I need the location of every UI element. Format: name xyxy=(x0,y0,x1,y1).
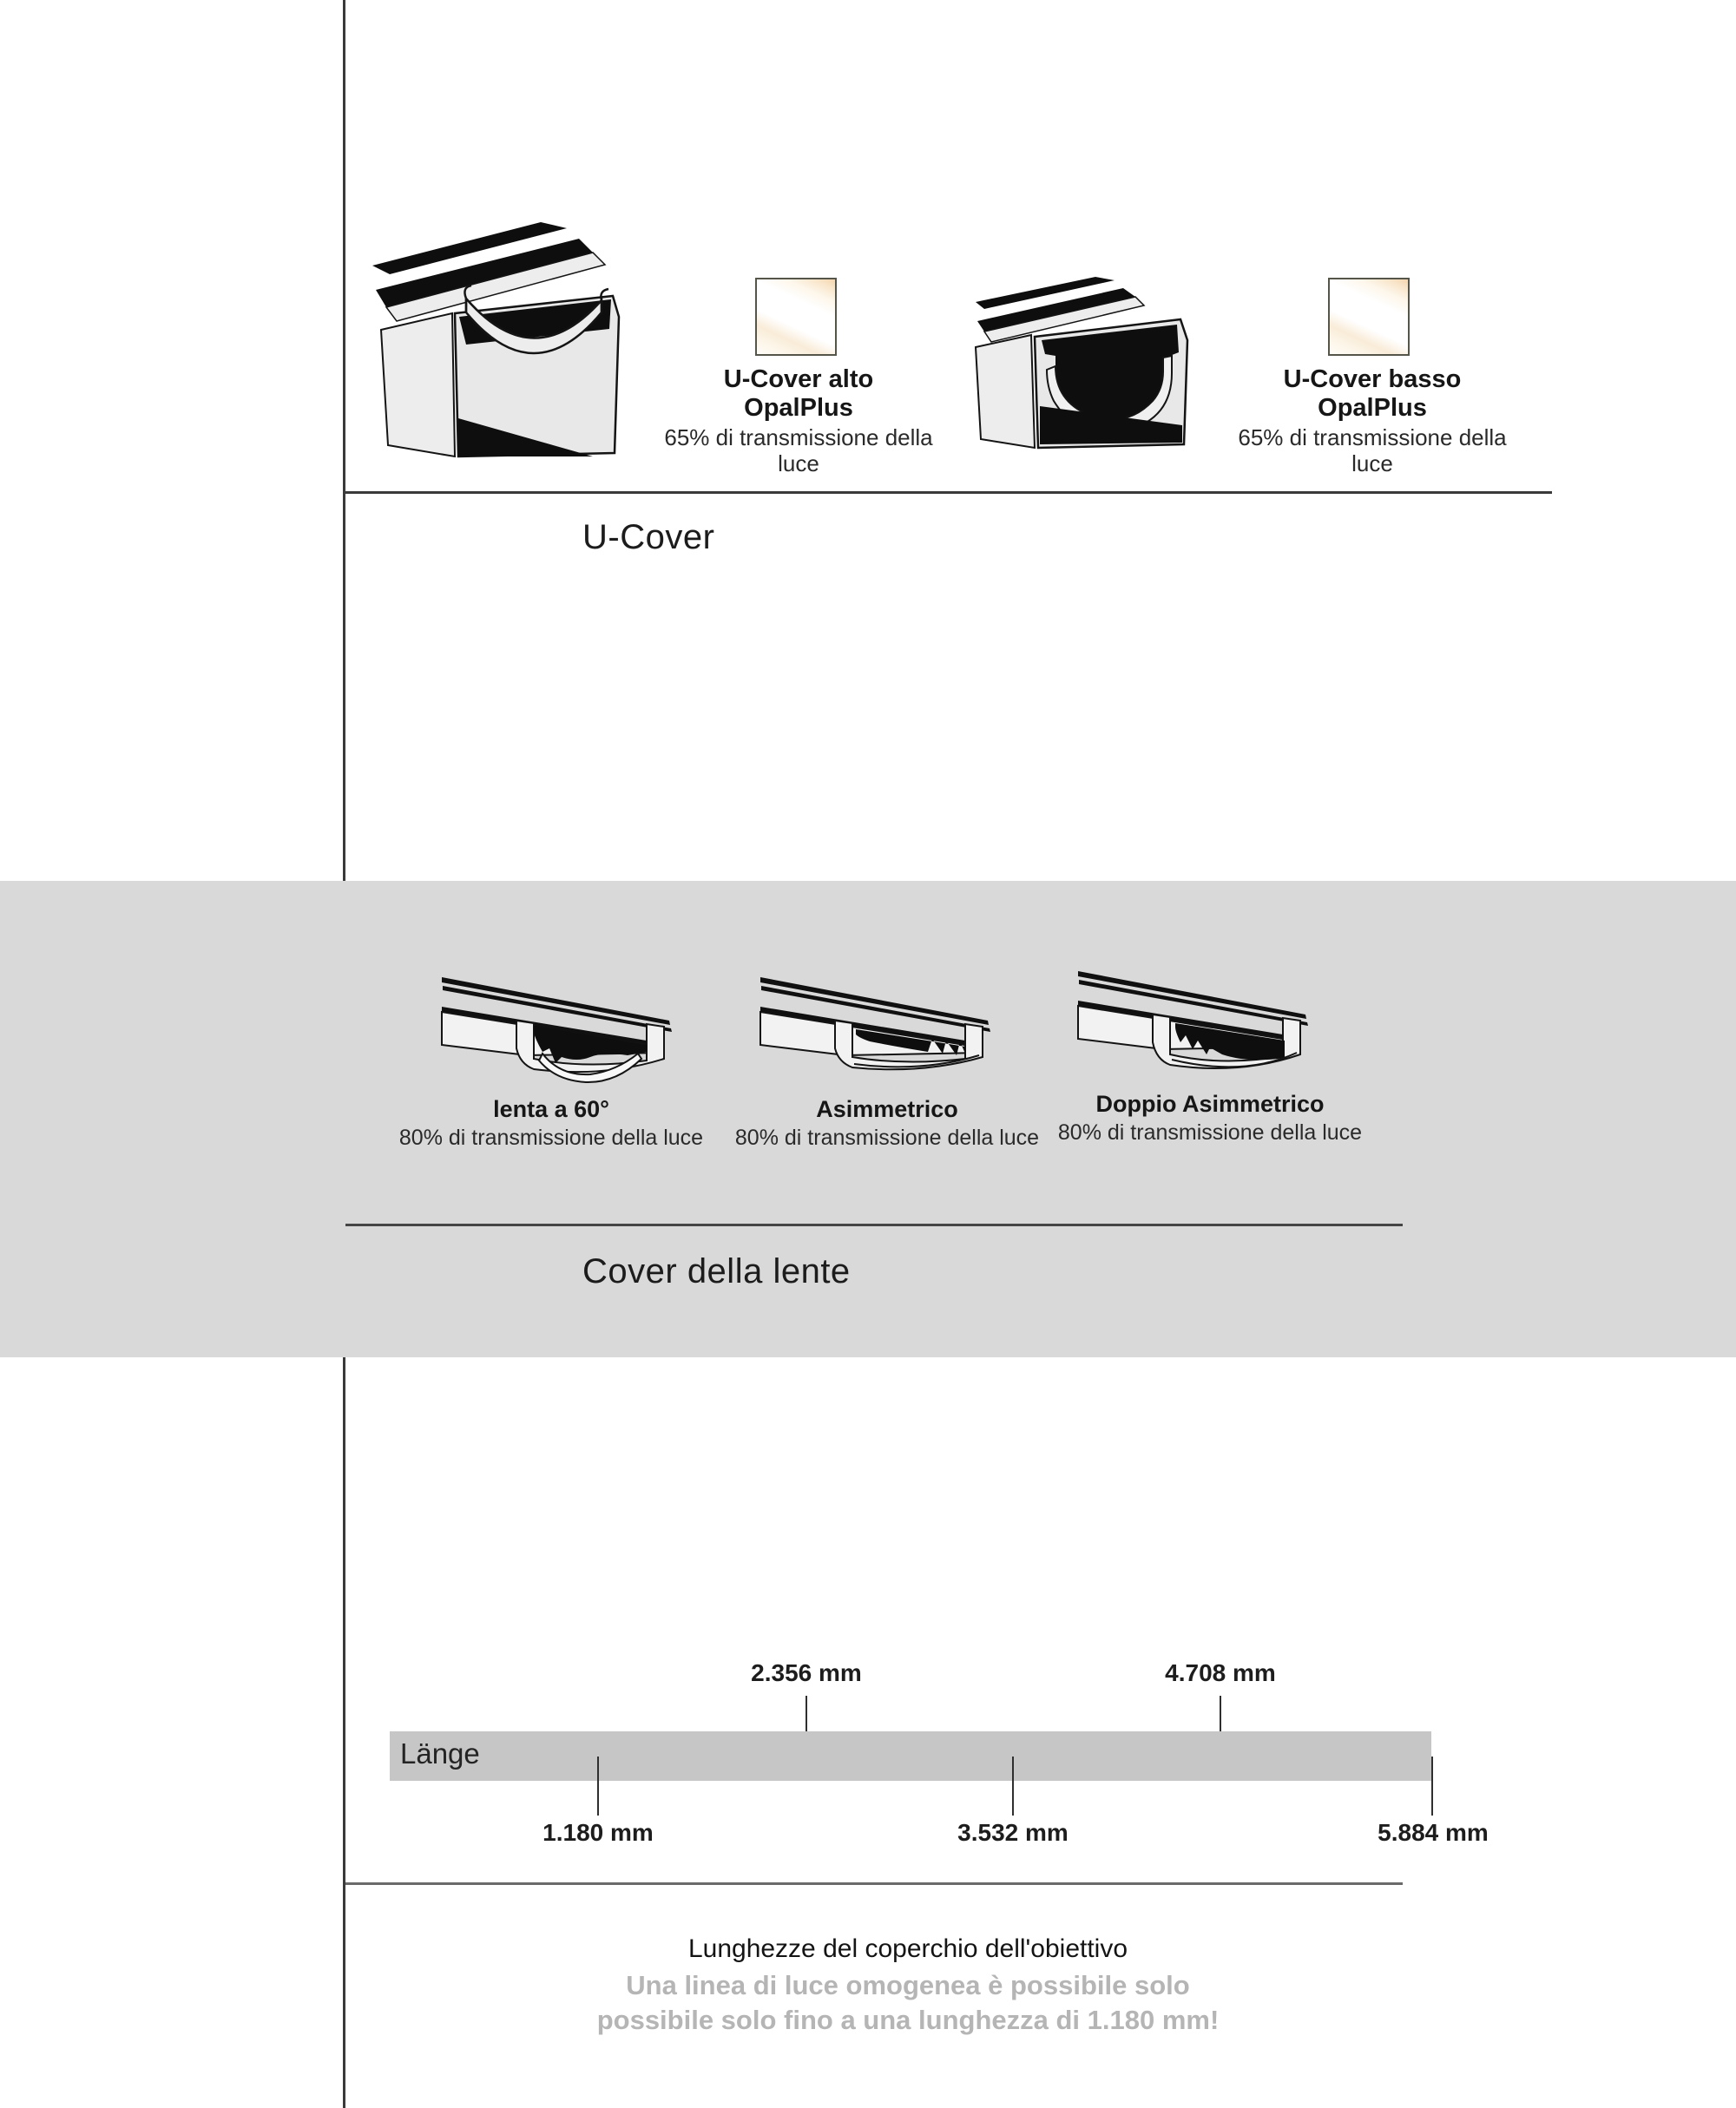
profile-material: OpalPlus xyxy=(1318,394,1427,423)
profile-transmission: 65% di transmissione della luce xyxy=(664,424,933,476)
lens-double-asymmetric-label xyxy=(1036,1090,1384,1146)
profile-material: OpalPlus xyxy=(744,394,853,423)
lens-name: Asimmetrico xyxy=(816,1096,958,1122)
length-label-3532: 3.532 mm xyxy=(957,1819,1069,1846)
length-bar-label: Länge xyxy=(400,1737,480,1770)
note-line-2: possibile solo fino a una lunghezza di 1.180 mm! xyxy=(596,2004,1220,2035)
length-label-1180: 1.180 mm xyxy=(542,1819,654,1846)
ucover-section-heading: U-Cover xyxy=(582,518,715,556)
length-label-5884: 5.884 mm xyxy=(1378,1819,1489,1846)
section-divider-lengths xyxy=(345,1882,1403,1885)
lens-asymmetric-label xyxy=(713,1095,1061,1151)
lengths-caption-title: Lunghezze del coperchio dell'obiettivo xyxy=(687,1934,1128,1963)
length-bar xyxy=(390,1731,1431,1781)
length-tick-1180 xyxy=(597,1757,599,1816)
lens-transmission: 80% di transmissione della luce xyxy=(734,1126,1040,1151)
lens-name: lenta a 60° xyxy=(493,1096,609,1122)
u-cover-basso-label xyxy=(1214,365,1530,476)
u-cover-alto-label xyxy=(641,365,957,476)
lens-asymmetric-profile-drawing xyxy=(748,955,1026,1102)
note-line-1: Una linea di luce omogenea è possibile solo xyxy=(626,1970,1190,2000)
lens-transmission: 80% di transmissione della luce xyxy=(1057,1120,1363,1146)
profile-transmission: 65% di transmissione della luce xyxy=(1238,424,1507,476)
opalplus-swatch-basso xyxy=(1328,278,1410,356)
profile-name: U-Cover alto xyxy=(723,365,874,393)
length-label-2356: 2.356 mm xyxy=(751,1659,862,1686)
u-cover-alto-profile-drawing xyxy=(369,215,622,463)
length-tick-5884 xyxy=(1431,1757,1433,1816)
length-label-4708: 4.708 mm xyxy=(1165,1659,1276,1686)
lens-section-heading: Cover della lente xyxy=(582,1252,851,1290)
lens-name: Doppio Asimmetrico xyxy=(1095,1091,1325,1117)
length-tick-3532 xyxy=(1012,1757,1014,1816)
lens-double-asymmetric-profile-drawing xyxy=(1066,949,1344,1096)
profile-name: U-Cover basso xyxy=(1283,365,1462,393)
lens-transmission: 80% di transmissione della luce xyxy=(398,1126,704,1151)
section-divider-ucover xyxy=(345,491,1552,494)
u-cover-basso-profile-drawing xyxy=(974,274,1201,451)
lens-60deg-label xyxy=(378,1095,725,1151)
lengths-caption-note xyxy=(344,1968,1472,2037)
opalplus-swatch-alto xyxy=(755,278,837,356)
lens-60deg-profile-drawing xyxy=(430,955,707,1102)
section-divider-lens xyxy=(345,1224,1403,1226)
